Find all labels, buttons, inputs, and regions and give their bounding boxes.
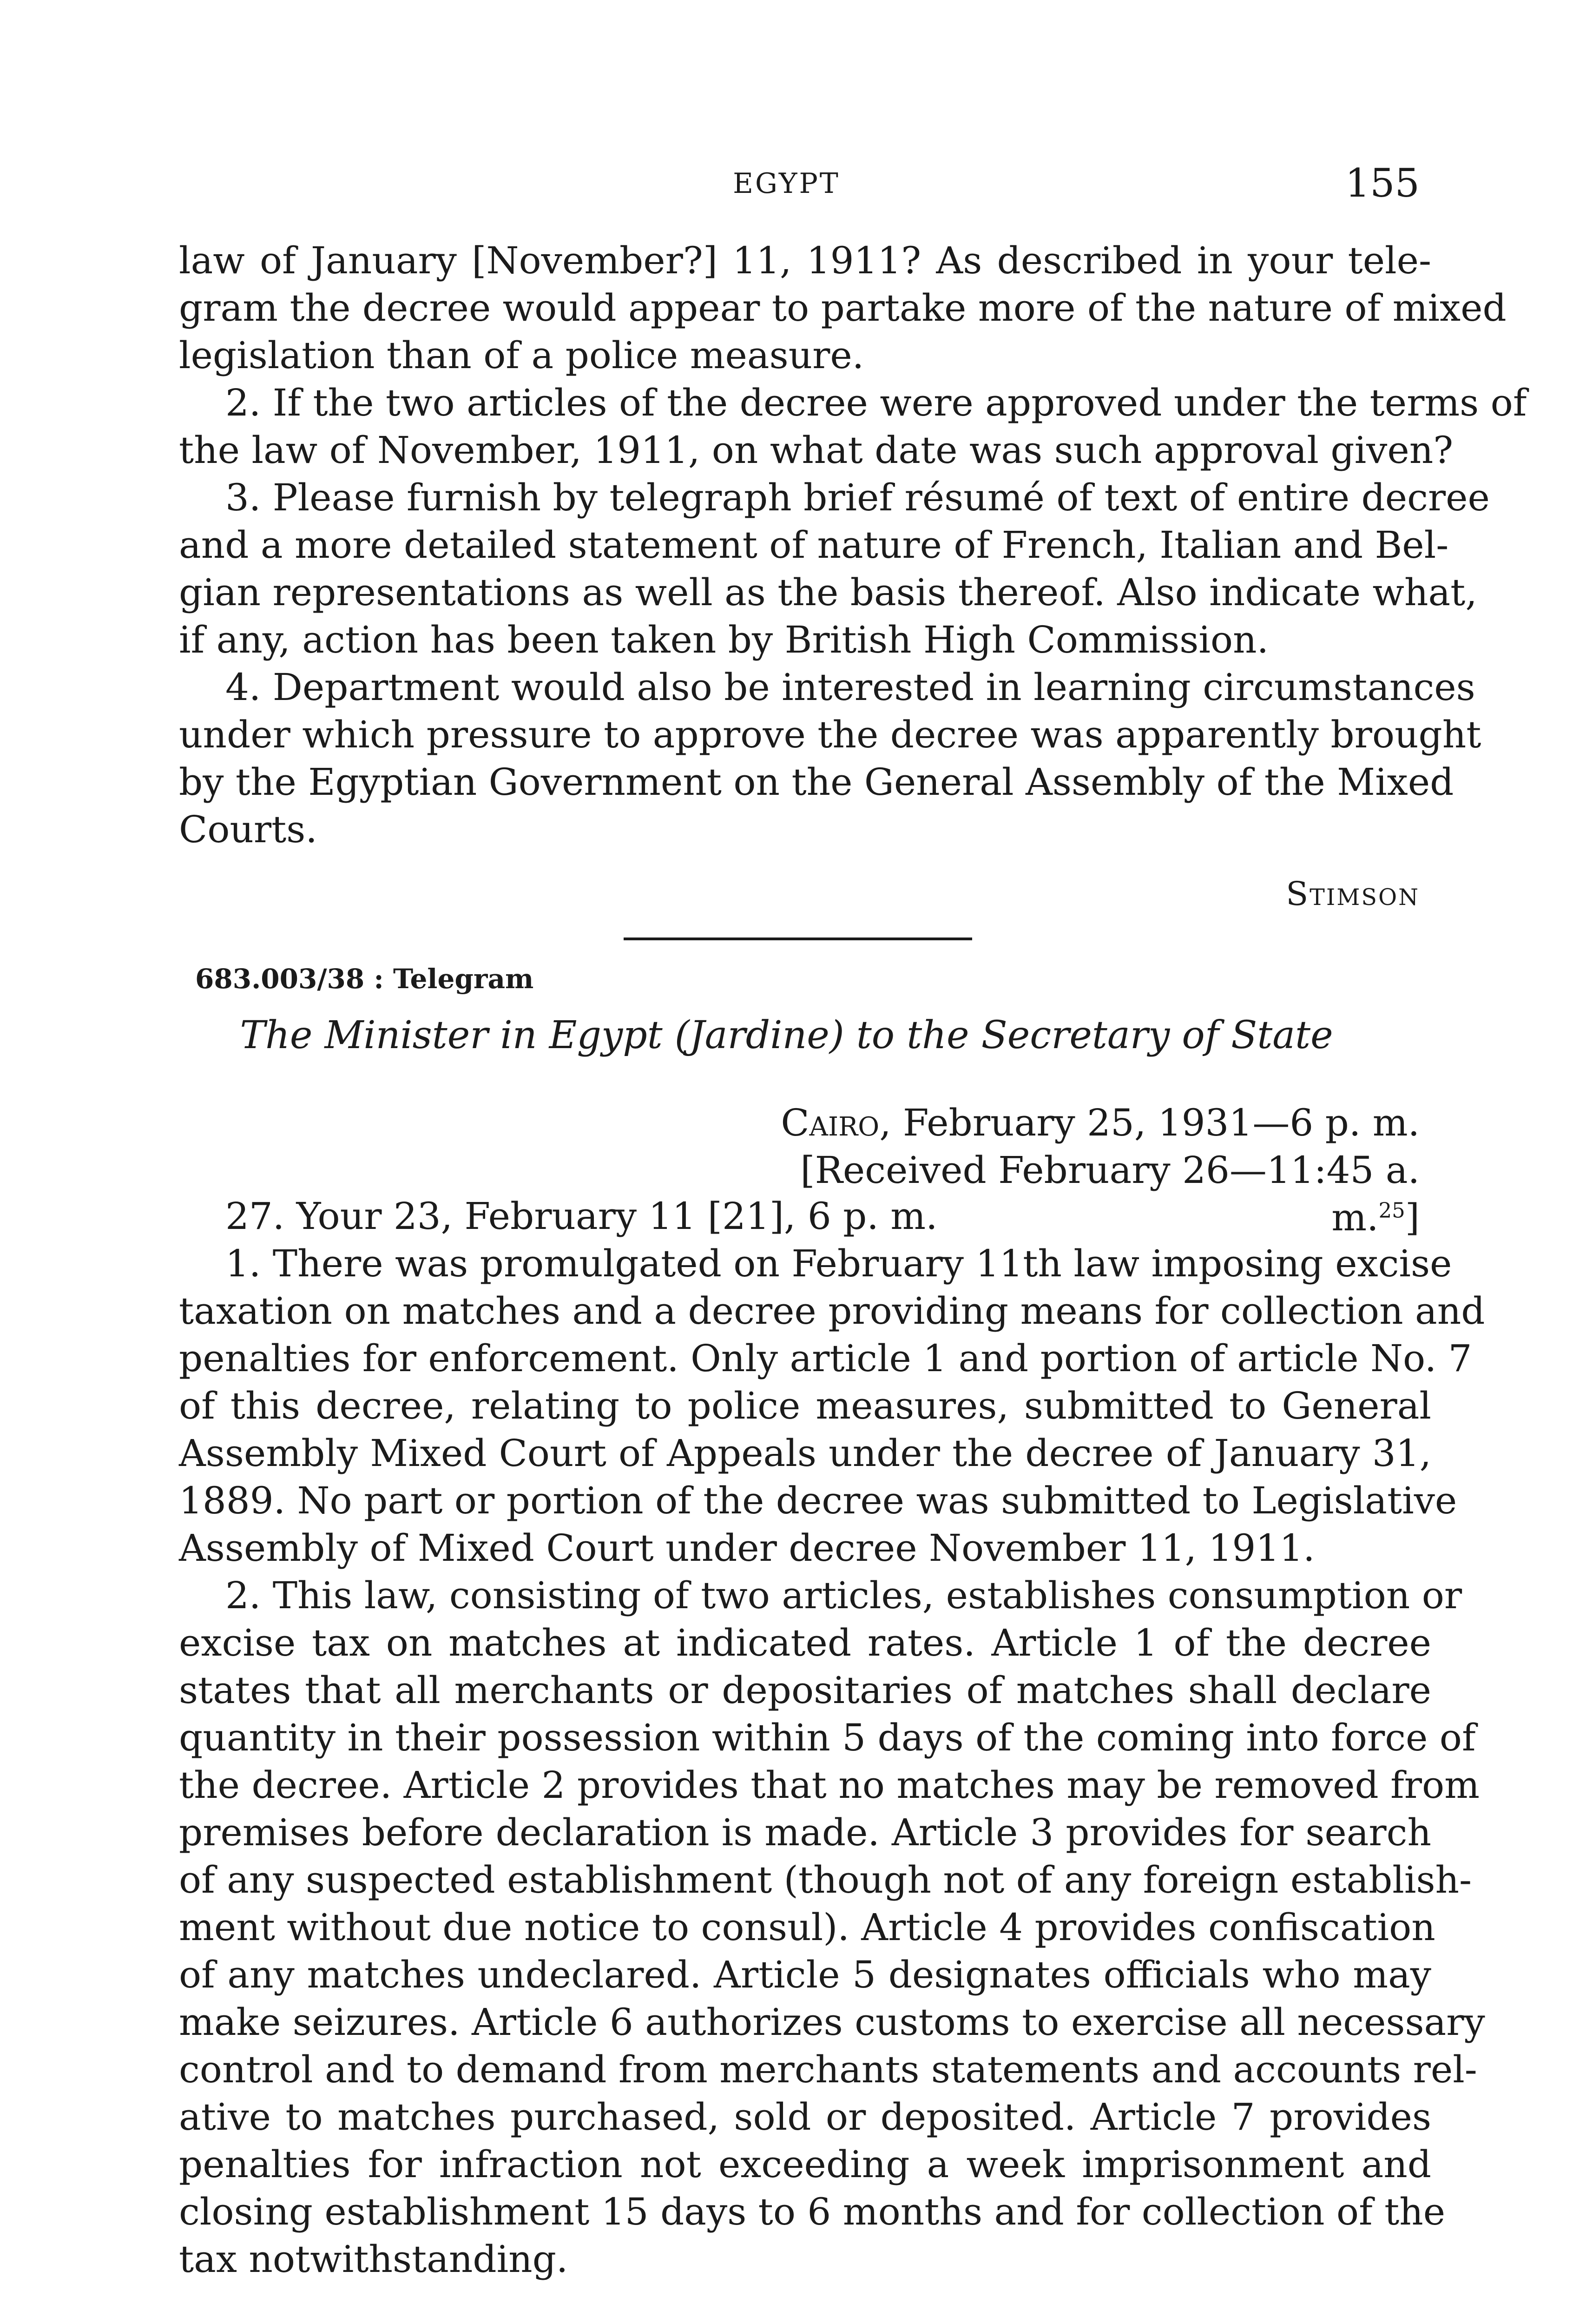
- file-reference: 683.003/38 : Telegram: [195, 963, 534, 995]
- place-name: Cairo: [781, 1101, 880, 1144]
- telegram-line: Assembly of Mixed Court under decree November 11, 1911.: [179, 1526, 1315, 1570]
- letter-line: if any, action has been taken by British High Commission.: [179, 618, 1269, 661]
- letter-line: 3. Please furnish by telegraph brief résumé of text of entire decree: [225, 476, 1490, 519]
- letter-line: 2. If the two articles of the decree were approved under the terms of: [225, 381, 1527, 424]
- telegram-line: 1. There was promulgated on February 11th law imposing excise: [225, 1242, 1452, 1285]
- telegram-line: of this decree, relating to police measures, submitted to General: [179, 1384, 1431, 1427]
- letter-body: [179, 237, 1527, 853]
- signature: Stimson: [1286, 875, 1420, 913]
- telegram-line: premises before declaration is made. Article 3 provides for search: [179, 1811, 1431, 1854]
- footnote-marker: 25: [1378, 1198, 1405, 1223]
- telegram-line: tax notwithstanding.: [179, 2238, 568, 2281]
- telegram-line: ative to matches purchased, sold or deposited. Article 7 provides: [179, 2095, 1431, 2139]
- running-title: EGYPT: [733, 167, 840, 200]
- telegram-line: of any matches undeclared. Article 5 designates officials who may: [179, 1953, 1431, 1996]
- letter-line: the law of November, 1911, on what date was such approval given?: [179, 429, 1454, 472]
- section-divider: [624, 938, 972, 940]
- letter-line: legislation than of a police measure.: [179, 334, 864, 377]
- letter-line: 4. Department would also be interested in learning circumstances: [225, 666, 1475, 709]
- telegram-line: make seizures. Article 6 authorizes customs to exercise all necessary: [179, 2000, 1485, 2044]
- received-close: ]: [1405, 1196, 1420, 1239]
- telegram-line: states that all merchants or depositaries of matches shall declare: [179, 1669, 1431, 1712]
- received-text: [Received February 26—11:45 a. m.: [800, 1149, 1420, 1239]
- telegram-line: ment without due notice to consul). Article 4 provides confiscation: [179, 1906, 1435, 1949]
- telegram-line: of any suspected establishment (though not of any foreign establish-: [179, 1858, 1472, 1901]
- telegram-line: control and to demand from merchants statements and accounts rel-: [179, 2048, 1477, 2091]
- letter-line: Courts.: [179, 808, 317, 851]
- page-number: 155: [1345, 160, 1420, 206]
- telegram-line: Assembly Mixed Court of Appeals under the decree of January 31,: [179, 1432, 1431, 1475]
- telegram-line: the decree. Article 2 provides that no matches may be removed from: [179, 1763, 1480, 1807]
- telegram-line: quantity in their possession within 5 days of the coming into force of: [179, 1716, 1476, 1759]
- document-title: The Minister in Egypt (Jardine) to the Secretary of State: [240, 1013, 1333, 1057]
- letter-line: under which pressure to approve the decree was apparently brought: [179, 713, 1481, 756]
- telegram-line: 27. Your 23, February 11 [21], 6 p. m.: [225, 1195, 938, 1238]
- telegram-line: penalties for infraction not exceeding a week imprisonment and: [179, 2143, 1431, 2186]
- sent-line: [723, 1099, 1420, 1147]
- telegram-line: closing establishment 15 days to 6 months and for collection of the: [179, 2190, 1446, 2233]
- letter-line: gian representations as well as the basis thereof. Also indicate what,: [179, 571, 1477, 614]
- telegram-body: [179, 1193, 1485, 2283]
- letter-line: law of January [November?] 11, 1911? As described in your tele-: [179, 239, 1431, 282]
- letter-line: gram the decree would appear to partake more of the nature of mixed: [179, 286, 1507, 330]
- telegram-line: 2. This law, consisting of two articles, establishes consumption or: [225, 1574, 1462, 1617]
- letter-line: and a more detailed statement of nature of French, Italian and Bel-: [179, 523, 1449, 567]
- sent-date: , February 25, 1931—6 p. m.: [879, 1101, 1420, 1144]
- letter-line: by the Egyptian Government on the General Assembly of the Mixed: [179, 760, 1454, 804]
- telegram-line: taxation on matches and a decree providing means for collection and: [179, 1289, 1485, 1333]
- telegram-line: excise tax on matches at indicated rates. Article 1 of the decree: [179, 1621, 1431, 1664]
- telegram-line: 1889. No part or portion of the decree was submitted to Legislative: [179, 1479, 1457, 1522]
- telegram-line: penalties for enforcement. Only article 1 and portion of article No. 7: [179, 1337, 1472, 1380]
